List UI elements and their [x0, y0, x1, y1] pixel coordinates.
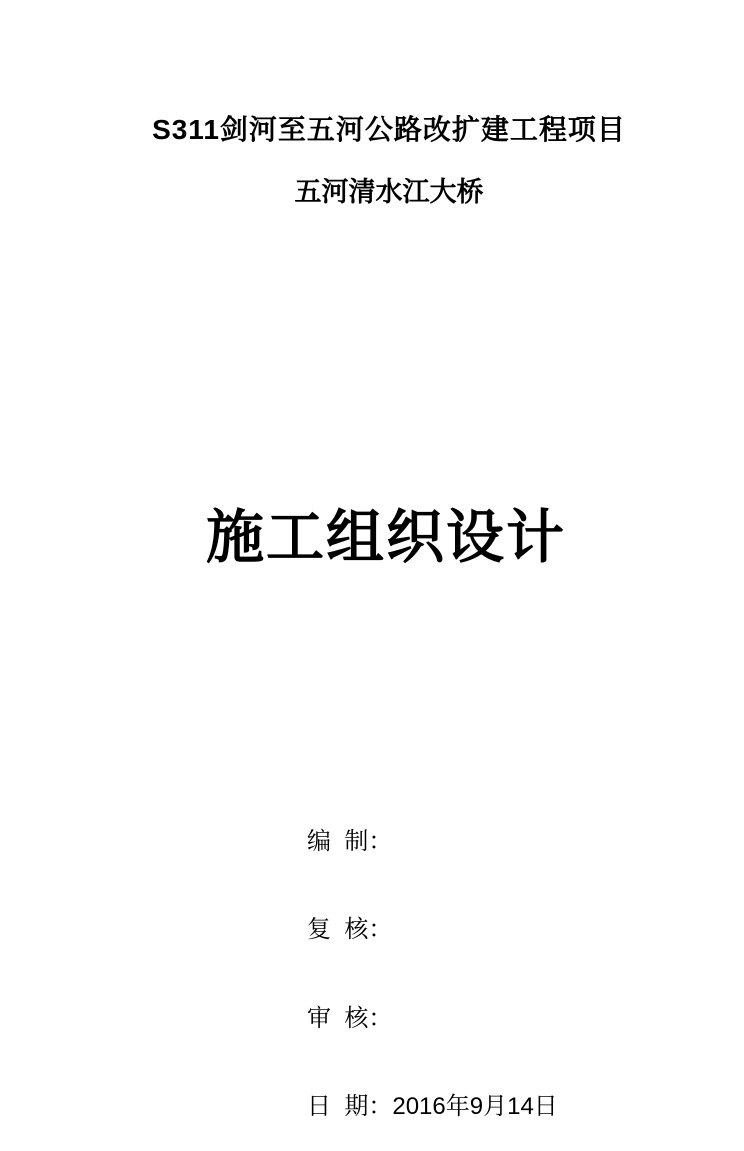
date-value: 2016年9月14日	[392, 1093, 557, 1120]
field-row-reviewed-by	[267, 886, 558, 975]
compiled-by-label: 编 制：	[307, 828, 392, 855]
date-label: 日 期：	[307, 1093, 392, 1120]
bridge-title: 五河清水江大桥	[0, 174, 744, 210]
main-title: 施工组织设计	[0, 502, 744, 574]
reviewed-by-label: 复 核：	[307, 916, 392, 943]
project-title: S311剑河至五河公路改扩建工程项目	[0, 112, 744, 148]
field-row-date	[267, 1063, 558, 1151]
field-row-audited-by	[267, 974, 558, 1063]
field-row-compiled-by	[267, 797, 558, 886]
audited-by-label: 审 核：	[307, 1005, 392, 1032]
signature-fields	[267, 797, 558, 1151]
